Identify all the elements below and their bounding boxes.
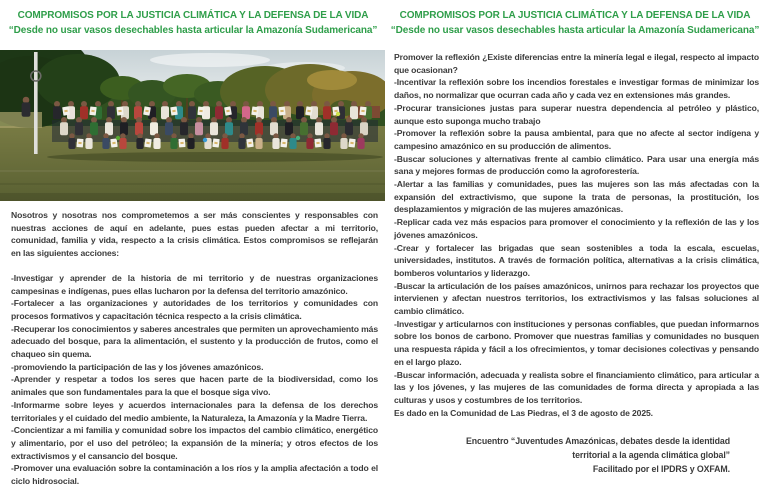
footer-line: Encuentro “Juventudes Amazónicas, debates desde la identidad <box>465 436 730 447</box>
page-subtitle: “Desde no usar vasos desechables hasta articular la Amazonía Sudamericana” <box>8 24 378 36</box>
commitment-item: Promover la reflexión ¿Existe diferencias entre la minería legal e ilegal, respecto al impacto que ocasionan? <box>394 52 759 75</box>
intro-paragraph: Nosotros y nosotras nos comprometemos a ser más conscientes y responsables con nuestras acciones de aquí en adelante, pues estas pueden afectar a mi territorio, comunidad, familia y vida, respecto a la crisis climática. Estos compromisos se reflejarán en las siguientes acciones: <box>11 210 378 259</box>
page-title: COMPROMISOS POR LA JUSTICIA CLIMÁTICA Y LA DEFENSA DE LA VIDA <box>17 10 369 21</box>
group-photo <box>0 50 385 201</box>
commitment-item: -Concientizar a mi familia y comunidad sobre los impactos del cambio climático, energético y alimentario, por el uso del petróleo; la expansión de la minería; y otros efectos de los extractivismos y el cansancio del bosque. <box>11 425 378 461</box>
left-column-body <box>11 209 378 488</box>
commitment-item: -Buscar la articulación de los países amazónicos, unirnos para rechazar los proyectos que intervienen y afectan nuestros territorios, los extractivismos y las falsas soluciones al cambio climático. <box>394 280 759 317</box>
commitment-item: -Investigar y articularnos con instituciones y personas confiables, que puedan informarnos sobre los bonos de carbono. Promover que nuestras familias y comunidades no busquen una respuesta rápida y fácil a los ofrecimientos, y tomar decisiones colectivas y pensando en el largo plazo. <box>394 318 759 367</box>
page-title: COMPROMISOS POR LA JUSTICIA CLIMÁTICA Y LA DEFENSA DE LA VIDA <box>399 10 751 21</box>
commitment-item: -Promover la reflexión sobre la pausa ambiental, para que no afecte al sector indígena y campesino amazónico en su producción de alimentos. <box>394 128 759 151</box>
commitment-item: -Replicar cada vez más espacios para promover el conocimiento y la reflexión de las y los jóvenes amazónicos. <box>394 217 759 240</box>
footer-line: territorial a la agenda climática global” <box>572 450 730 461</box>
commitment-item: -Fortalecer a las organizaciones y autoridades de los territorios y comunidades con procesos formativos y capacitación técnica respecto a la crisis climática. <box>11 298 378 321</box>
commitment-item: -Investigar y aprender de la historia de mi territorio y de nuestras organizaciones campesinas e indígenas, pues ellas lucharon por la defensa del territorio amazónico. <box>11 272 378 296</box>
commitment-item: -Recuperar los conocimientos y saberes ancestrales que permiten un aprovechamiento más adecuado del bosque, para la alimentación, el sustento y la producción de frutos, como el chaqueo sin quema. <box>11 323 378 360</box>
commitment-item: -Aprender y respetar a todos los seres que hacen parte de la biodiversidad, como los animales que son fundamentales para la que el bosque siga vivo. <box>11 374 378 398</box>
commitment-item: -Buscar información, adecuada y realista sobre el financiamiento climático, para articular a las y los jóvenes, y las mujeres de las comunidades de forma directa y apropiada a las culturas y usos y costumbres de los territorios. <box>394 369 759 405</box>
commitment-item: -Procurar transiciones justas para superar nuestra dependencia al petróleo y plástico, aunque esto suponga mucho trabajo <box>394 102 759 126</box>
footer-line: Facilitado por el IPDRS y OXFAM. <box>592 464 730 475</box>
commitment-item: -Alertar a las familias y comunidades, pues las mujeres son las más afectadas con la expansión del extractivismo, que supone la trata de personas, la prostitución, los desplazamientos y migración de las mujeres amazónicas. <box>394 179 759 215</box>
commitment-item: -Promover una evaluación sobre la contaminación a los ríos y la amplia afectación a todo el ciclo hidrosocial. <box>11 463 378 487</box>
commitment-item: -Incentivar la reflexión sobre los incendios forestales e investigar formas de minimizar los daños, no normalizar que ocurran cada año y cada vez en extensiones más grandes. <box>394 77 759 101</box>
right-column-header <box>388 9 762 38</box>
page-subtitle: “Desde no usar vasos desechables hasta articular la Amazonía Sudamericana” <box>390 24 760 36</box>
event-footer <box>394 434 759 476</box>
commitment-item: -Crear y fortalecer las brigadas que sean sostenibles a toda la escala, escuelas, universidades, institutos. A través de formación política, alternativas a la crisis climática, bomberos voluntarios y liderazgo. <box>394 242 759 278</box>
right-column-body <box>394 51 759 476</box>
left-column-header <box>6 9 380 38</box>
commitment-item: -promoviendo la participación de las y los jóvenes amazónicos. <box>11 361 264 372</box>
closing-line: Es dado en la Comunidad de Las Piedras, el 3 de agosto de 2025. <box>394 407 653 418</box>
commitment-item: -Buscar soluciones y alternativas frente al cambio climático. Para usar una energía más sana y mejores formas de producción como la agroforestería. <box>394 153 759 177</box>
commitment-item: -Informarme sobre leyes y acuerdos internacionales para la defensa de los derechos territoriales y el cuidado del medio ambiente, la Naturaleza, la Amazonía y la Madre Tierra. <box>11 399 378 423</box>
